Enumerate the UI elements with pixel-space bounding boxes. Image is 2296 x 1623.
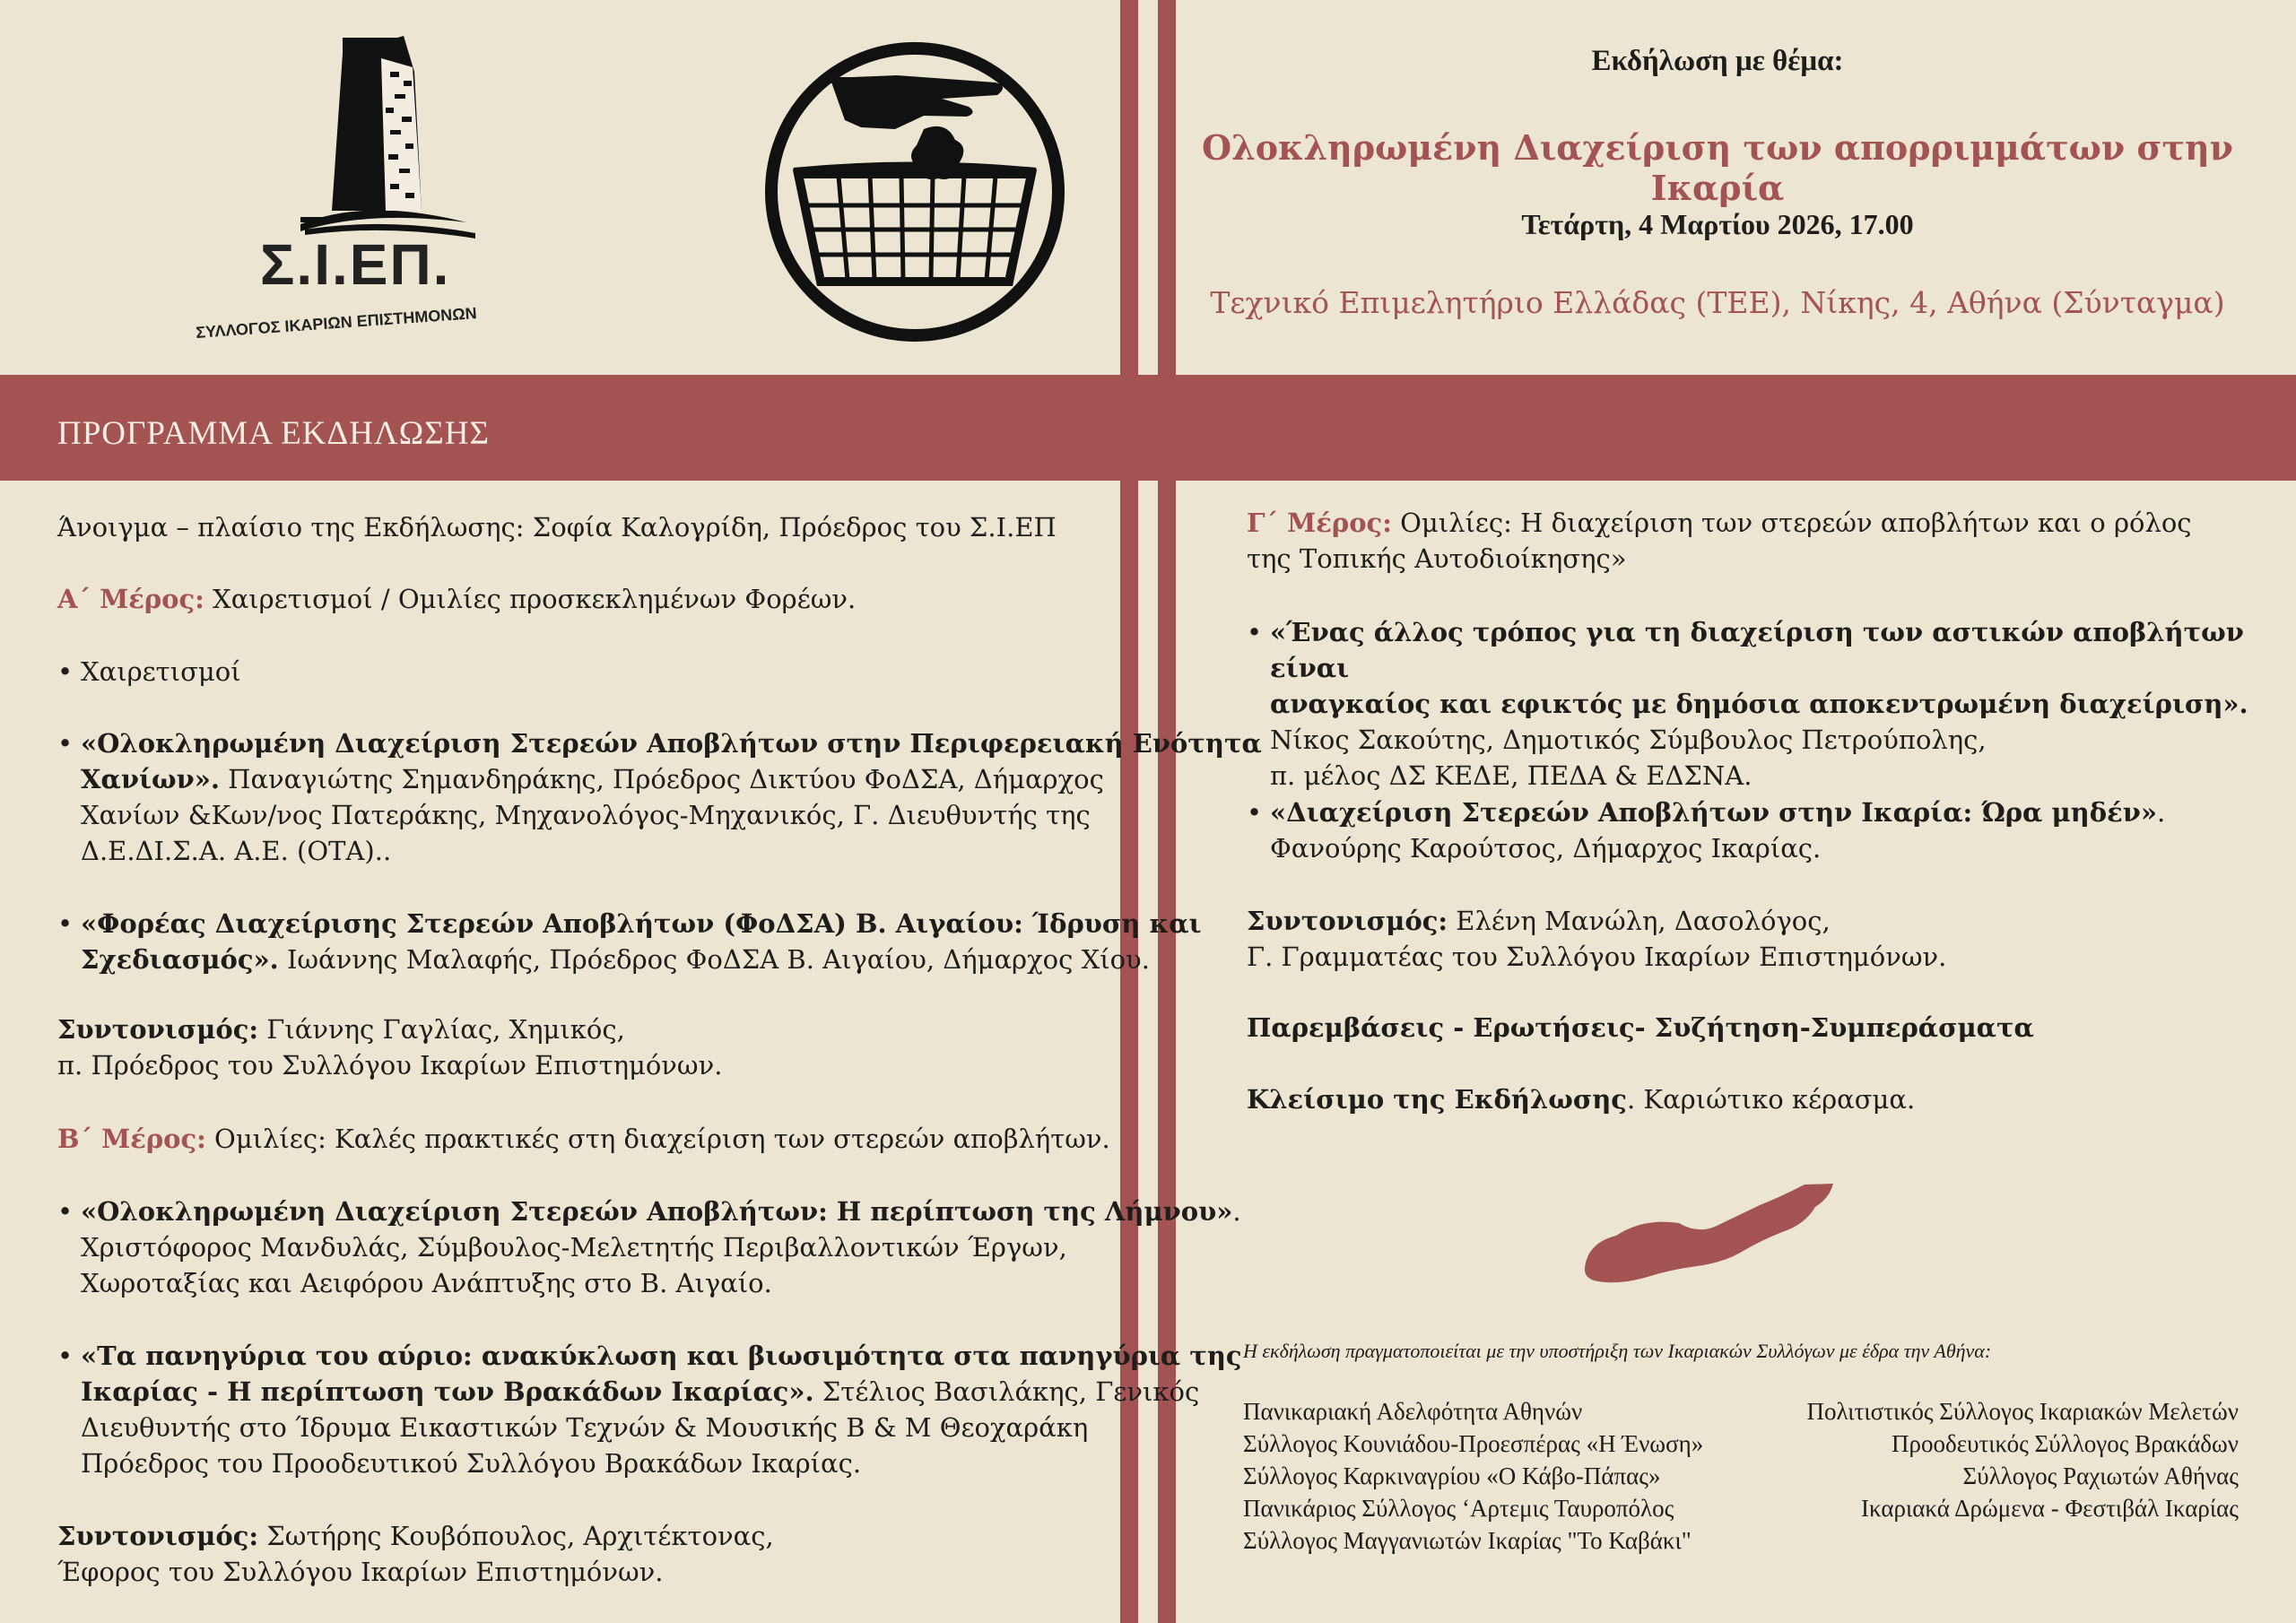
talk-1-title: «Ολοκληρωμένη Διαχείριση Στερεών Αποβλήτων στην Περιφερειακή Ενότητα <box>81 728 1262 759</box>
sciep-logo <box>195 18 538 350</box>
talk-6-line2: Φανούρης Καρούτσος, Δήμαρχος Ικαρίας. <box>1270 833 1822 864</box>
part-a-line <box>57 581 856 617</box>
part-b-text: Ομιλίες: Καλές πρακτικές στη διαχείριση των στερεών αποβλήτων. <box>205 1124 1110 1154</box>
talk-6-title: «Διαχείριση Στερεών Αποβλήτων στην Ικαρία: Ώρα μηδέν» <box>1270 797 2157 828</box>
part-c-text: Ομιλίες: Η διαχείριση των στερεών αποβλήτων και ο ρόλος <box>1391 508 2192 538</box>
talk-1-title-end: Χανίων». <box>81 764 220 794</box>
program-title: ΠΡΟΓΡΑΜΜΑ ΕΚΔΗΛΩΣΗΣ <box>57 415 491 452</box>
orgs-left-list <box>1243 1395 1703 1557</box>
talk-3-line3: Χωροταξίας και Αειφόρου Ανάπτυξης στο Β. Αιγαίο. <box>81 1268 772 1298</box>
talk-3-dot: . <box>1232 1196 1241 1227</box>
coord-c-label: Συντονισμός: <box>1247 906 1448 936</box>
list-item: Σύλλογος Κουνιάδου-Προεσπέρας «Η Ένωση» <box>1243 1430 1704 1457</box>
part-b-line <box>57 1121 1110 1157</box>
part-c-label: Γ΄ Μέρος: <box>1247 508 1392 538</box>
list-item: Πολιτιστικός Σύλλογος Ικαριακών Μελετών <box>1806 1398 2239 1425</box>
list-item: Πανικαριακή Αδελφότητα Αθηνών <box>1243 1398 1583 1425</box>
coord-c-text: Ελένη Μανώλη, Δασολόγος, <box>1448 906 1831 936</box>
support-note: Η εκδήλωση πραγματοποιείται με την υποστήριξη των Ικαριακών Συλλόγων με έδρα την Αθήνα: <box>1243 1340 1992 1362</box>
part-b-label: Β΄ Μέρος: <box>57 1124 206 1154</box>
closing-label: Κλείσιμο της Εκδήλωσης <box>1247 1084 1627 1115</box>
discussion-line <box>1247 1010 2034 1046</box>
talk-5-title-end: αναγκαίος και εφικτός με δημόσια αποκεντρωμένη διαχείριση». <box>1270 689 2248 719</box>
logo-tagline: ΣΥΛΛΟΓΟΣ ΙΚΑΡΙΩΝ ΕΠΙΣΤΗΜΟΝΩΝ <box>195 304 478 342</box>
tower-logo-icon <box>206 18 538 251</box>
orgs-right-list <box>1807 1395 2239 1524</box>
talk-1-speakers: Παναγιώτης Σημανδηράκης, Πρόεδρος Δικτύου ΦοΔΣΑ, Δήμαρχος <box>219 764 1104 794</box>
event-date: Τετάρτη, 4 Μαρτίου 2026, 17.00 <box>1521 208 1914 240</box>
coord-a-text: Γιάννης Γαγλίας, Χημικός, <box>258 1014 625 1045</box>
talk-4-title-end: Ικαρίας - Η περίπτωση των Βρακάδων Ικαρίας». <box>81 1376 814 1407</box>
talk-4: • «Τα πανηγύρια του αύριο: ανακύκλωση και βιωσιμότητα στα πανηγύρια της Ικαρίας - Η περίπτωση των Βρακάδων Ικαρίας». Στέλιος Βασιλάκης, Γενικός Διευθυντής στο Ίδρυμα Εικαστικών Τεχνών & Μουσικής Β & Μ Θεοχαράκη Πρόεδρος του Προοδευτικού Συλλόγου Βρακάδων Ικαρίας. <box>81 1338 1242 1481</box>
discussion-text: Παρεμβάσεις - Ερωτήσεις- Συζήτηση-Συμπεράσματα <box>1247 1012 2034 1043</box>
talk-5-line4: π. μέλος ΔΣ ΚΕΔΕ, ΠΕΔΑ & ΕΔΣΝΑ. <box>1270 760 1752 791</box>
talk-1-line4: Δ.Ε.ΔΙ.Σ.Α. Α.Ε. (ΟΤΑ).. <box>81 836 392 866</box>
event-venue: Τεχνικό Επιμελητήριο Ελλάδας (ΤΕΕ), Νίκης, 4, Αθήνα (Σύνταγμα) <box>1210 285 2225 320</box>
list-item: Προοδευτικός Σύλλογος Βρακάδων <box>1892 1430 2239 1457</box>
talk-2: • «Φορέας Διαχείρισης Στερεών Αποβλήτων (ΦοΔΣΑ) Β. Αιγαίου: Ίδρυση και Σχεδιασμός». Ιωάννης Μαλαφής, Πρόεδρος ΦοΔΣΑ Β. Αιγαίου, Δήμαρχος Χίου. <box>57 908 1202 975</box>
talk-6-dot: . <box>2156 797 2166 828</box>
talk-4-title: «Τα πανηγύρια του αύριο: ανακύκλωση και βιωσιμότητα στα πανηγύρια της <box>81 1341 1242 1371</box>
talk-3: • «Ολοκληρωμένη Διαχείριση Στερεών Αποβλήτων: Η περίπτωση της Λήμνου». Χριστόφορος Μανδυλάς, Σύμβουλος-Μελετητής Περιβαλλοντικών Έργων, Χωροταξίας και Αειφόρου Ανάπτυξης στο Β. Αιγαίο. <box>81 1193 1241 1301</box>
coord-b-line2: Έφορος του Συλλόγου Ικαρίων Επιστημόνων. <box>57 1557 664 1587</box>
greetings-text: Χαιρετισμοί <box>81 656 241 687</box>
coord-a-line2: π. Πρόεδρος του Συλλόγου Ικαρίων Επιστημόνων. <box>57 1050 723 1081</box>
part-c-line2: της Τοπικής Αυτοδιοίκησης» <box>1247 543 1627 574</box>
coordination-c <box>1247 903 1946 975</box>
coord-b-text: Σωτήρης Κουβόπουλος, Αρχιτέκτονας, <box>258 1521 774 1551</box>
opening-line: Άνοιγμα – πλαίσιο της Εκδήλωσης: Σοφία Καλογρίδη, Πρόεδρος του Σ.Ι.ΕΠ <box>57 512 1057 542</box>
part-a-text: Χαιρετισμοί / Ομιλίες προσκεκλημένων Φορέων. <box>204 584 857 614</box>
talk-6: • «Διαχείριση Στερεών Αποβλήτων στην Ικαρία: Ώρα μηδέν». Φανούρης Καρούτσος, Δήμαρχος Ικαρίας. <box>1270 794 2165 866</box>
talk-3-line2: Χριστόφορος Μανδυλάς, Σύμβουλος-Μελετητής Περιβαλλοντικών Έργων, <box>81 1232 1067 1263</box>
talk-5: • «Ένας άλλος τρόπος για τη διαχείριση των αστικών αποβλήτων είναι αναγκαίος και εφικτός με δημόσια αποκεντρωμένη διαχείριση». Νίκος Σακούτης, Δημοτικός Σύμβουλος Πετρούπολης, π. μέλος ΔΣ ΚΕΔΕ, ΠΕΔΑ & ΕΔΣΝΑ. <box>1270 614 2296 794</box>
closing-text: . Καριώτικο κέρασμα. <box>1626 1084 1916 1115</box>
part-c-line <box>1247 505 2192 577</box>
list-item: Ικαριακά Δρώμενα - Φεστιβάλ Ικαρίας <box>1861 1495 2239 1522</box>
coordination-b <box>57 1518 774 1590</box>
talk-4-line4: Πρόεδρος του Προοδευτικού Συλλόγου Βρακάδων Ικαρίας. <box>81 1448 862 1479</box>
logo-letters: Σ.Ι.ΕΠ. <box>260 232 451 297</box>
list-item: Σύλλογος Καρκιναγρίου «Ο Κάβο-Πάπας» <box>1243 1462 1661 1489</box>
coord-b-label: Συντονισμός: <box>57 1521 259 1551</box>
event-intro: Εκδήλωση με θέμα: <box>1591 45 1844 77</box>
talk-1-line3: Χανίων &Κων/νος Πατεράκης, Μηχανολόγος-Μηχανικός, Γ. Διευθυντής της <box>81 800 1091 830</box>
talk-2-title: «Φορέας Διαχείρισης Στερεών Αποβλήτων (ΦοΔΣΑ) Β. Αιγαίου: Ίδρυση και <box>81 908 1202 939</box>
ikaria-island-icon <box>1580 1180 1840 1288</box>
part-a-label: Α΄ Μέρος: <box>57 584 204 614</box>
coord-c-line2: Γ. Γραμματέας του Συλλόγου Ικαρίων Επιστημόνων. <box>1247 942 1947 972</box>
talk-5-line3: Νίκος Σακούτης, Δημοτικός Σύμβουλος Πετρούπολης, <box>1270 725 1987 755</box>
recycling-basket-icon <box>762 39 1067 344</box>
coord-a-label: Συντονισμός: <box>57 1014 259 1045</box>
list-item: • Χαιρετισμοί <box>57 656 241 687</box>
talk-1: • «Ολοκληρωμένη Διαχείριση Στερεών Αποβλήτων στην Περιφερειακή Ενότητα Χανίων». Παναγιώτης Σημανδηράκης, Πρόεδρος Δικτύου ΦοΔΣΑ, Δήμαρχος Χανίων &Κων/νος Πατεράκης, Μηχανολόγος-Μηχανικός, Γ. Διευθυντής της Δ.Ε.ΔΙ.Σ.Α. Α.Ε. (ΟΤΑ).. <box>81 725 1262 869</box>
list-item: Σύλλογος Μαγγανιωτών Ικαρίας "Το Καβάκι" <box>1243 1527 1692 1554</box>
event-title: Ολοκληρωμένη Διαχείριση των απορριμμάτων στην Ικαρία <box>1201 127 2234 208</box>
coordination-a <box>57 1011 722 1083</box>
talk-4-speaker: Στέλιος Βασιλάκης, Γενικός <box>813 1376 1200 1407</box>
talk-2-speakers: Ιωάννης Μαλαφής, Πρόεδρος ΦοΔΣΑ Β. Αιγαίου, Δήμαρχος Χίου. <box>278 944 1150 975</box>
talk-4-line3: Διευθυντής στο Ίδρυμα Εικαστικών Τεχνών & Μουσικής Β & Μ Θεοχαράκη <box>81 1412 1089 1443</box>
talk-3-title: «Ολοκληρωμένη Διαχείριση Στερεών Αποβλήτων: Η περίπτωση της Λήμνου» <box>81 1196 1233 1227</box>
closing-line <box>1247 1081 1915 1117</box>
talk-2-title-end: Σχεδιασμός». <box>81 944 279 975</box>
list-item: Σύλλογος Ραχιωτών Αθήνας <box>1962 1462 2239 1489</box>
list-item: Πανικάριος Σύλλογος ‘Αρτεμις Ταυροπόλος <box>1243 1495 1674 1522</box>
recycling-logo <box>762 39 1067 344</box>
talk-5-title: «Ένας άλλος τρόπος για τη διαχείριση των αστικών αποβλήτων είναι <box>1270 617 2244 683</box>
